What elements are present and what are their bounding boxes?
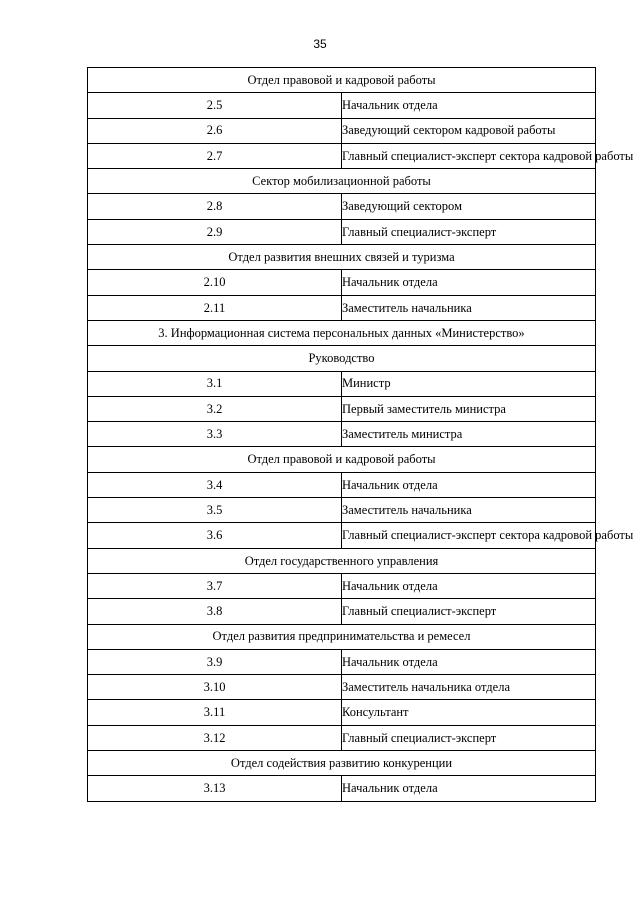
row-number: 2.6 [88,118,342,143]
row-number: 3.13 [88,776,342,801]
page-number: 35 [313,37,327,51]
section-title: Отдел правовой и кадровой работы [88,68,596,93]
position-title: Заведующий сектором кадровой работы [342,118,596,143]
table-row [88,599,596,624]
section-header-row [88,548,596,573]
row-number: 3.4 [88,472,342,497]
section-header-row [88,346,596,371]
section-header-row [88,68,596,93]
section-title: 3. Информационная система персональных данных «Министерство» [88,320,596,345]
row-number: 3.12 [88,725,342,750]
row-number: 3.6 [88,523,342,548]
position-title: Начальник отдела [342,270,596,295]
section-title: Отдел содействия развитию конкуренции [88,751,596,776]
row-number: 2.5 [88,93,342,118]
table-row [88,472,596,497]
section-title: Сектор мобилизационной работы [88,169,596,194]
row-number: 3.5 [88,498,342,523]
section-title: Отдел правовой и кадровой работы [88,447,596,472]
position-title: Начальник отдела [342,649,596,674]
position-title: Министр [342,371,596,396]
table-row [88,523,596,548]
table-row [88,649,596,674]
row-number: 3.11 [88,700,342,725]
table-row [88,675,596,700]
table-row [88,725,596,750]
positions-table-body [88,68,634,802]
section-title: Отдел развития предпринимательства и ремесел [88,624,596,649]
section-title: Отдел развития внешних связей и туризма [88,245,596,270]
position-title: Начальник отдела [342,776,596,801]
row-number: 2.7 [88,143,342,168]
row-number: 2.8 [88,194,342,219]
table-row [88,776,596,801]
table-row [88,295,596,320]
table-row [88,396,596,421]
table-row [88,93,596,118]
position-title: Заместитель министра [342,422,596,447]
position-title: Заместитель начальника [342,295,596,320]
position-title: Главный специалист-эксперт сектора кадровой работы [342,523,596,548]
table-row [88,270,596,295]
position-title: Главный специалист-эксперт [342,725,596,750]
positions-table [87,67,634,802]
row-number: 2.11 [88,295,342,320]
section-header-row [88,169,596,194]
table-row [88,143,596,168]
position-title: Начальник отдела [342,573,596,598]
section-header-row [88,245,596,270]
row-number: 3.1 [88,371,342,396]
table-row [88,422,596,447]
row-number: 3.2 [88,396,342,421]
row-number: 3.7 [88,573,342,598]
table-row [88,498,596,523]
position-title: Заместитель начальника [342,498,596,523]
table-row [88,219,596,244]
section-header-row [88,447,596,472]
section-header-row [88,751,596,776]
row-number: 3.9 [88,649,342,674]
position-title: Заведующий сектором [342,194,596,219]
table-row [88,700,596,725]
section-title: Руководство [88,346,596,371]
row-number: 2.10 [88,270,342,295]
table-row [88,371,596,396]
position-title: Главный специалист-эксперт [342,219,596,244]
table-row [88,573,596,598]
position-title: Главный специалист-эксперт [342,599,596,624]
table-row [88,118,596,143]
table-row [88,194,596,219]
row-number: 3.3 [88,422,342,447]
position-title: Заместитель начальника отдела [342,675,596,700]
row-number: 2.9 [88,219,342,244]
position-title: Начальник отдела [342,472,596,497]
section-header-row [88,624,596,649]
position-title: Главный специалист-эксперт сектора кадровой работы [342,143,596,168]
position-title: Консультант [342,700,596,725]
section-header-row [88,320,596,345]
row-number: 3.8 [88,599,342,624]
section-title: Отдел государственного управления [88,548,596,573]
position-title: Первый заместитель министра [342,396,596,421]
row-number: 3.10 [88,675,342,700]
position-title: Начальник отдела [342,93,596,118]
